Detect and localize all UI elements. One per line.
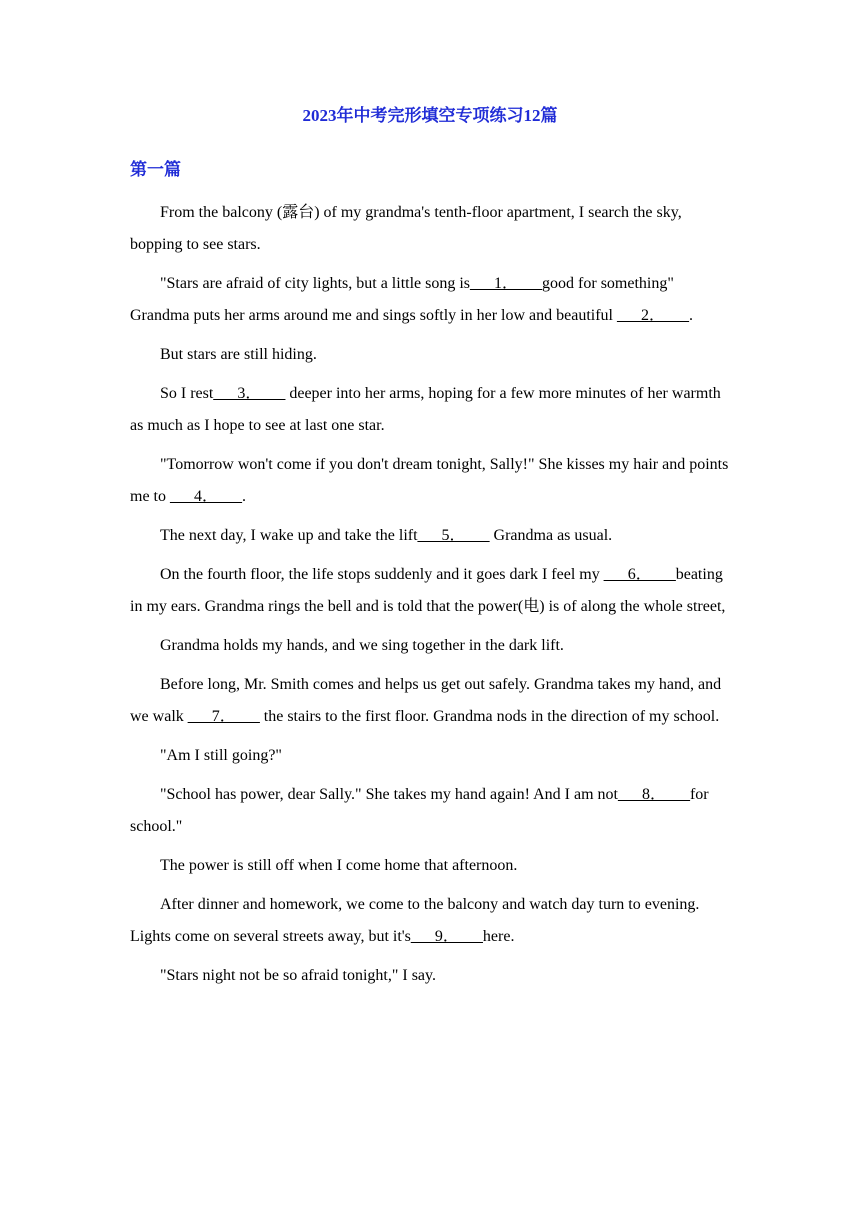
answer-blank: ___8．___ [617, 786, 690, 803]
paragraph [130, 449, 730, 513]
paragraph [130, 740, 730, 772]
paragraph [130, 960, 730, 992]
answer-blank: ___2．___ [617, 307, 690, 324]
answer-blank: ___7．___ [187, 708, 260, 725]
paragraph [130, 268, 730, 332]
passage-body [130, 197, 730, 999]
paragraph-text: Before long, Mr. Smith comes and helps us get out safely. Grandma takes my hand, and we walk [130, 676, 722, 725]
paragraph [130, 520, 730, 552]
paragraph [130, 889, 730, 953]
paragraph-text: good for something" Grandma puts her arms around me and sings softly in her low and beautiful [130, 275, 674, 324]
paragraph-text: "Stars are afraid of city lights, but a little song is [160, 275, 471, 292]
answer-blank: ___1．___ [470, 275, 543, 292]
paragraph-text: So I rest [160, 385, 214, 402]
document-title: 2023年中考完形填空专项练习12篇 [302, 106, 558, 125]
paragraph-text: for school." [130, 786, 709, 835]
paragraph-text: the stairs to the first floor. Grandma nods in the direction of my school. [259, 708, 720, 725]
paragraph [130, 559, 730, 623]
paragraph-text: After dinner and homework, we come to the balcony and watch day turn to evening. Lights come on several streets away, but it's [130, 896, 700, 945]
paragraph-text: "School has power, dear Sally." She takes my hand again! And I am not [160, 786, 618, 803]
paragraph [130, 339, 730, 371]
paragraph [130, 197, 730, 261]
paragraph [130, 378, 730, 442]
paragraph-text: . [242, 488, 247, 505]
paragraph-text: . [689, 307, 694, 324]
section-title: 第一篇 [130, 160, 181, 179]
answer-blank: ___3．___ [213, 385, 286, 402]
paragraph-text: deeper into her arms, hoping for a few more minutes of her warmth as much as I hope to see at last one star. [130, 385, 721, 434]
paragraph-text: "Stars night not be so afraid tonight," I say. [160, 967, 436, 984]
paragraph-text: From the balcony (露台) of my grandma's tenth-floor apartment, I search the sky, bopping to see stars. [130, 204, 682, 253]
paragraph [130, 779, 730, 843]
paragraph-text: The next day, I wake up and take the lift [160, 527, 418, 544]
answer-blank: ___4．___ [170, 488, 243, 505]
paragraph [130, 630, 730, 662]
answer-blank: ___9．___ [410, 928, 483, 945]
paragraph-text: "Tomorrow won't come if you don't dream tonight, Sally!" She kisses my hair and points me to [130, 456, 729, 505]
answer-blank: ___6．___ [603, 566, 676, 583]
paragraph-text: Grandma holds my hands, and we sing together in the dark lift. [160, 637, 564, 654]
paragraph-text: "Am I still going?" [160, 747, 282, 764]
paragraph-text: On the fourth floor, the life stops suddenly and it goes dark I feel my [160, 566, 604, 583]
answer-blank: ___5．___ [417, 527, 490, 544]
paragraph-text: here. [482, 928, 515, 945]
paragraph-text: The power is still off when I come home that afternoon. [160, 857, 518, 874]
paragraph-text: Grandma as usual. [489, 527, 613, 544]
paragraph-text: But stars are still hiding. [160, 346, 317, 363]
paragraph [130, 669, 730, 733]
paragraph [130, 850, 730, 882]
paragraph-text: beating in my ears. Grandma rings the bell and is told that the power(电) is of along the whole street, [130, 566, 726, 615]
